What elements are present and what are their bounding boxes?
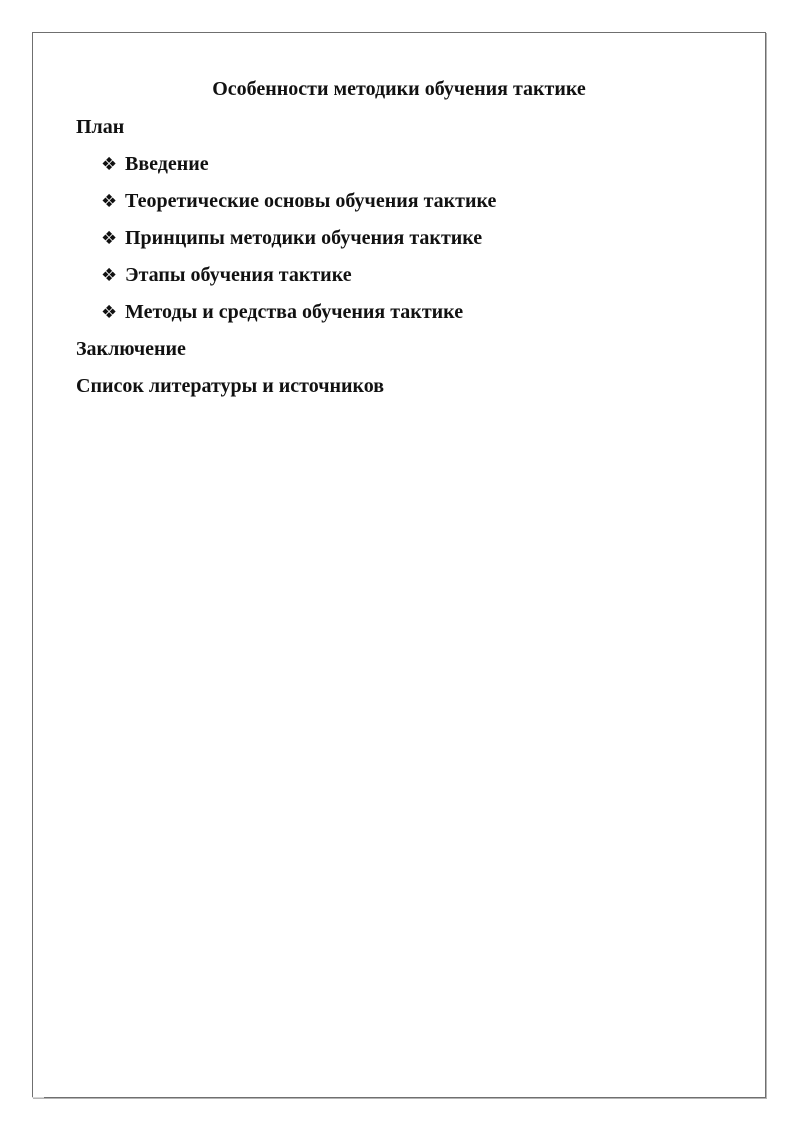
plan-item-theory [101, 189, 496, 226]
plan-item-label: Теоретические основы обучения тактике [125, 190, 497, 212]
plan-item-introduction [101, 152, 496, 189]
diamond-bullet-icon: ❖ [101, 154, 118, 175]
plan-item-label: Принципы методики обучения тактике [125, 227, 483, 249]
document-page [32, 32, 766, 1098]
references-heading: Список литературы и источников [76, 375, 385, 397]
plan-list [101, 152, 496, 337]
plan-item-stages [101, 263, 496, 300]
plan-item-methods [101, 300, 496, 337]
page-corner-mark [32, 1097, 44, 1098]
diamond-bullet-icon: ❖ [101, 265, 118, 286]
plan-item-label: Этапы обучения тактике [125, 264, 352, 286]
plan-heading: План [76, 116, 125, 138]
diamond-bullet-icon: ❖ [101, 228, 118, 249]
document-title: Особенности методики обучения тактике [212, 78, 586, 100]
diamond-bullet-icon: ❖ [101, 191, 118, 212]
diamond-bullet-icon: ❖ [101, 302, 118, 323]
plan-item-principles [101, 226, 496, 263]
plan-item-label: Методы и средства обучения тактике [125, 301, 464, 323]
plan-item-label: Введение [125, 153, 209, 175]
conclusion-heading: Заключение [76, 338, 186, 360]
